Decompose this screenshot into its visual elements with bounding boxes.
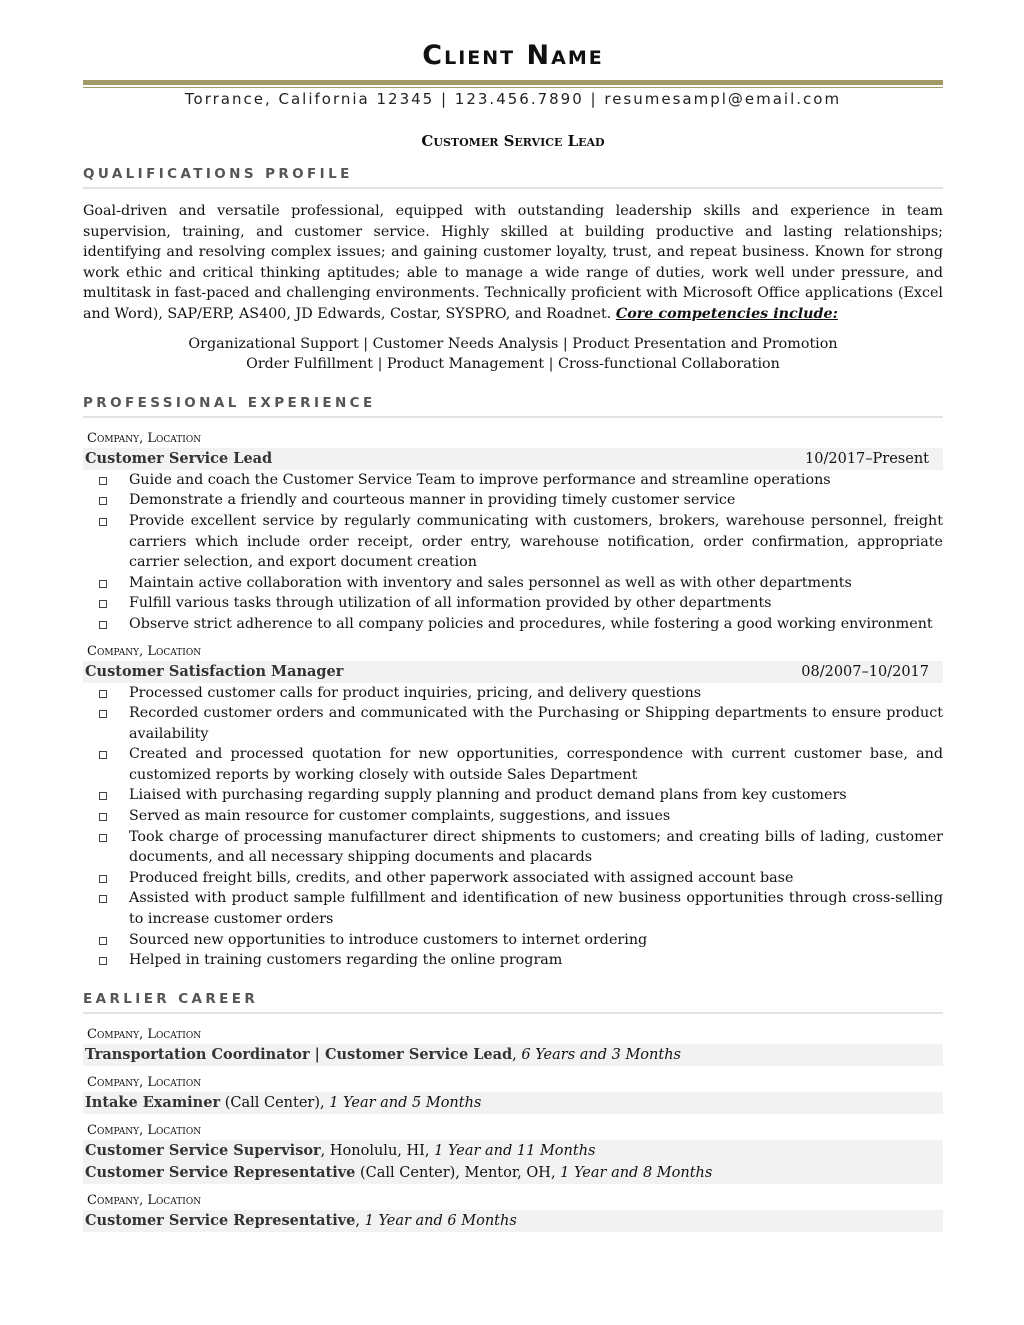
bullet-item xyxy=(83,470,943,491)
job-entry xyxy=(83,643,943,971)
square-bullet-icon xyxy=(99,580,107,588)
job-company: Company, Location xyxy=(87,643,202,659)
job-header xyxy=(83,661,943,683)
square-bullet-icon xyxy=(99,600,107,608)
contact-line: Torrance, California 12345 | 123.456.7890 | resumesampl@email.com xyxy=(184,90,842,108)
square-bullet-icon xyxy=(99,477,107,485)
experience-heading: PROFESSIONAL EXPERIENCE xyxy=(83,394,376,411)
earlier-company: Company, Location xyxy=(87,1122,202,1138)
role-title: Customer Service Representative xyxy=(85,1163,356,1181)
role-title: Customer Service Supervisor xyxy=(85,1141,321,1159)
bullet-item xyxy=(83,703,943,744)
bullet-item xyxy=(83,827,943,868)
header-rule xyxy=(83,80,943,85)
role-detail: (Call Center), Mentor, OH xyxy=(355,1164,551,1181)
core-competencies xyxy=(83,334,943,375)
square-bullet-icon xyxy=(99,751,107,759)
competencies-line: Organizational Support | Customer Needs Analysis | Product Presentation and Promotion xyxy=(188,335,838,352)
job-dates: 08/2007–10/2017 xyxy=(801,663,929,680)
square-bullet-icon xyxy=(99,875,107,883)
competencies-lead: Core competencies include: xyxy=(615,305,838,322)
earlier-role: Customer Service Supervisor, Honolulu, HI, 1 Year and 11 Months Customer Service Representative (Call Center), Mentor, OH, 1 Year and 8 Months xyxy=(83,1140,943,1184)
earlier-company: Company, Location xyxy=(87,1026,202,1042)
bullet-text: Fulfill various tasks through utilization of all information provided by other departments xyxy=(129,595,772,612)
bullet-text: Guide and coach the Customer Service Team to improve performance and streamline operations xyxy=(129,471,831,488)
bullet-text: Assisted with product sample fulfillment and identification of new business opportunities through cross-selling to increase customer orders xyxy=(129,890,943,928)
bullet-item xyxy=(83,593,943,614)
bullet-item xyxy=(83,614,943,635)
target-title: Customer Service Lead xyxy=(421,132,605,150)
role-duration: 1 Year and 6 Months xyxy=(364,1212,517,1229)
summary-text: Goal-driven and versatile professional, equipped with outstanding leadership skills and experience in team supervision, training, and customer service. Highly skilled at building productive and lasting relationships; identifying and resolving complex issues; and gaining customer loyalty, trust, and repeat business. Known for strong work ethic and critical thinking aptitudes; able to manage a wide range of duties, work well under pressure, and multitask in fast-paced and challenging environments. Technically proficient with Microsoft Office applications (Excel and Word), SAP/ERP, AS400, JD Edwards, Costar, SYSPRO, and Roadnet. xyxy=(83,203,943,322)
earlier-role: Customer Service Representative, 1 Year and 6 Months xyxy=(83,1210,943,1232)
bullet-item xyxy=(83,683,943,704)
qualifications-summary xyxy=(83,201,943,325)
section-divider xyxy=(83,416,943,418)
square-bullet-icon xyxy=(99,813,107,821)
bullet-text: Observe strict adherence to all company policies and procedures, while fostering a good working environment xyxy=(129,615,933,632)
role-duration: 1 Year and 8 Months xyxy=(560,1164,713,1181)
bullet-item xyxy=(83,950,943,971)
job-dates: 10/2017–Present xyxy=(805,450,929,467)
resume-content xyxy=(83,0,943,1232)
bullet-item xyxy=(83,573,943,594)
bullet-text: Produced freight bills, credits, and other paperwork associated with assigned account base xyxy=(129,869,794,886)
bullet-text: Sourced new opportunities to introduce customers to internet ordering xyxy=(129,931,648,948)
role-title: Transportation Coordinator | Customer Service Lead xyxy=(85,1045,513,1063)
earlier-career-heading: EARLIER CAREER xyxy=(83,990,259,1007)
bullet-text: Processed customer calls for product inquiries, pricing, and delivery questions xyxy=(129,684,702,701)
bullet-item xyxy=(83,930,943,951)
square-bullet-icon xyxy=(99,895,107,903)
earlier-company: Company, Location xyxy=(87,1074,202,1090)
bullet-text: Created and processed quotation for new opportunities, correspondence with current customer base, and customized reports by working closely with outside Sales Department xyxy=(129,746,943,783)
bullet-text: Helped in training customers regarding the online program xyxy=(129,952,563,969)
bullet-item xyxy=(83,511,943,573)
role-detail: , Honolulu, HI xyxy=(320,1142,425,1159)
bullet-text: Took charge of processing manufacturer direct shipments to customers; and creating bills of lading, customer documents, and all necessary shipping documents and placards xyxy=(129,828,943,866)
section-divider xyxy=(83,187,943,189)
square-bullet-icon xyxy=(99,957,107,965)
role-duration: 1 Year and 5 Months xyxy=(329,1094,482,1111)
bullet-item xyxy=(83,490,943,511)
earlier-company: Company, Location xyxy=(87,1192,202,1208)
job-company: Company, Location xyxy=(87,430,202,446)
bullet-item xyxy=(83,888,943,929)
job-header xyxy=(83,448,943,470)
bullet-item xyxy=(83,744,943,785)
earlier-role: Intake Examiner (Call Center), 1 Year and 5 Months xyxy=(83,1092,943,1114)
section-divider xyxy=(83,1012,943,1014)
square-bullet-icon xyxy=(99,497,107,505)
experience-list xyxy=(83,430,943,971)
square-bullet-icon xyxy=(99,937,107,945)
square-bullet-icon xyxy=(99,710,107,718)
bullet-text: Maintain active collaboration with inventory and sales personnel as well as with other departments xyxy=(129,574,852,591)
job-bullets xyxy=(83,683,943,971)
job-title: Customer Satisfaction Manager xyxy=(85,662,344,680)
earlier-career-list xyxy=(83,1026,943,1232)
job-title: Customer Service Lead xyxy=(85,449,273,467)
square-bullet-icon xyxy=(99,834,107,842)
job-bullets xyxy=(83,470,943,635)
bullet-item xyxy=(83,868,943,889)
qualifications-heading: QUALIFICATIONS PROFILE xyxy=(83,166,353,182)
square-bullet-icon xyxy=(99,518,107,526)
role-duration: 1 Year and 11 Months xyxy=(434,1142,596,1159)
bullet-text: Served as main resource for customer complaints, suggestions, and issues xyxy=(129,808,671,825)
square-bullet-icon xyxy=(99,621,107,629)
square-bullet-icon xyxy=(99,690,107,698)
job-entry xyxy=(83,430,943,635)
header-rule-thin xyxy=(83,87,943,88)
bullet-text: Recorded customer orders and communicated with the Purchasing or Shipping departments to ensure product availability xyxy=(129,705,943,742)
client-name: Client Name xyxy=(422,40,604,71)
bullet-text: Liaised with purchasing regarding supply planning and product demand plans from key customers xyxy=(129,787,847,804)
role-detail: (Call Center) xyxy=(220,1094,320,1111)
bullet-item xyxy=(83,806,943,827)
bullet-item xyxy=(83,785,943,806)
earlier-role: Transportation Coordinator | Customer Service Lead, 6 Years and 3 Months xyxy=(83,1044,943,1066)
role-title: Intake Examiner xyxy=(85,1093,221,1111)
bullet-text: Demonstrate a friendly and courteous manner in providing timely customer service xyxy=(129,492,736,509)
role-title: Customer Service Representative xyxy=(85,1211,356,1229)
competencies-line: Order Fulfillment | Product Management | Cross-functional Collaboration xyxy=(246,356,780,373)
square-bullet-icon xyxy=(99,792,107,800)
role-duration: 6 Years and 3 Months xyxy=(521,1046,681,1063)
bullet-text: Provide excellent service by regularly communicating with customers, brokers, warehouse personnel, freight carriers which include order receipt, order entry, warehouse notification, order confirmation, appropriate carrier selection, and export document creation xyxy=(129,512,943,571)
